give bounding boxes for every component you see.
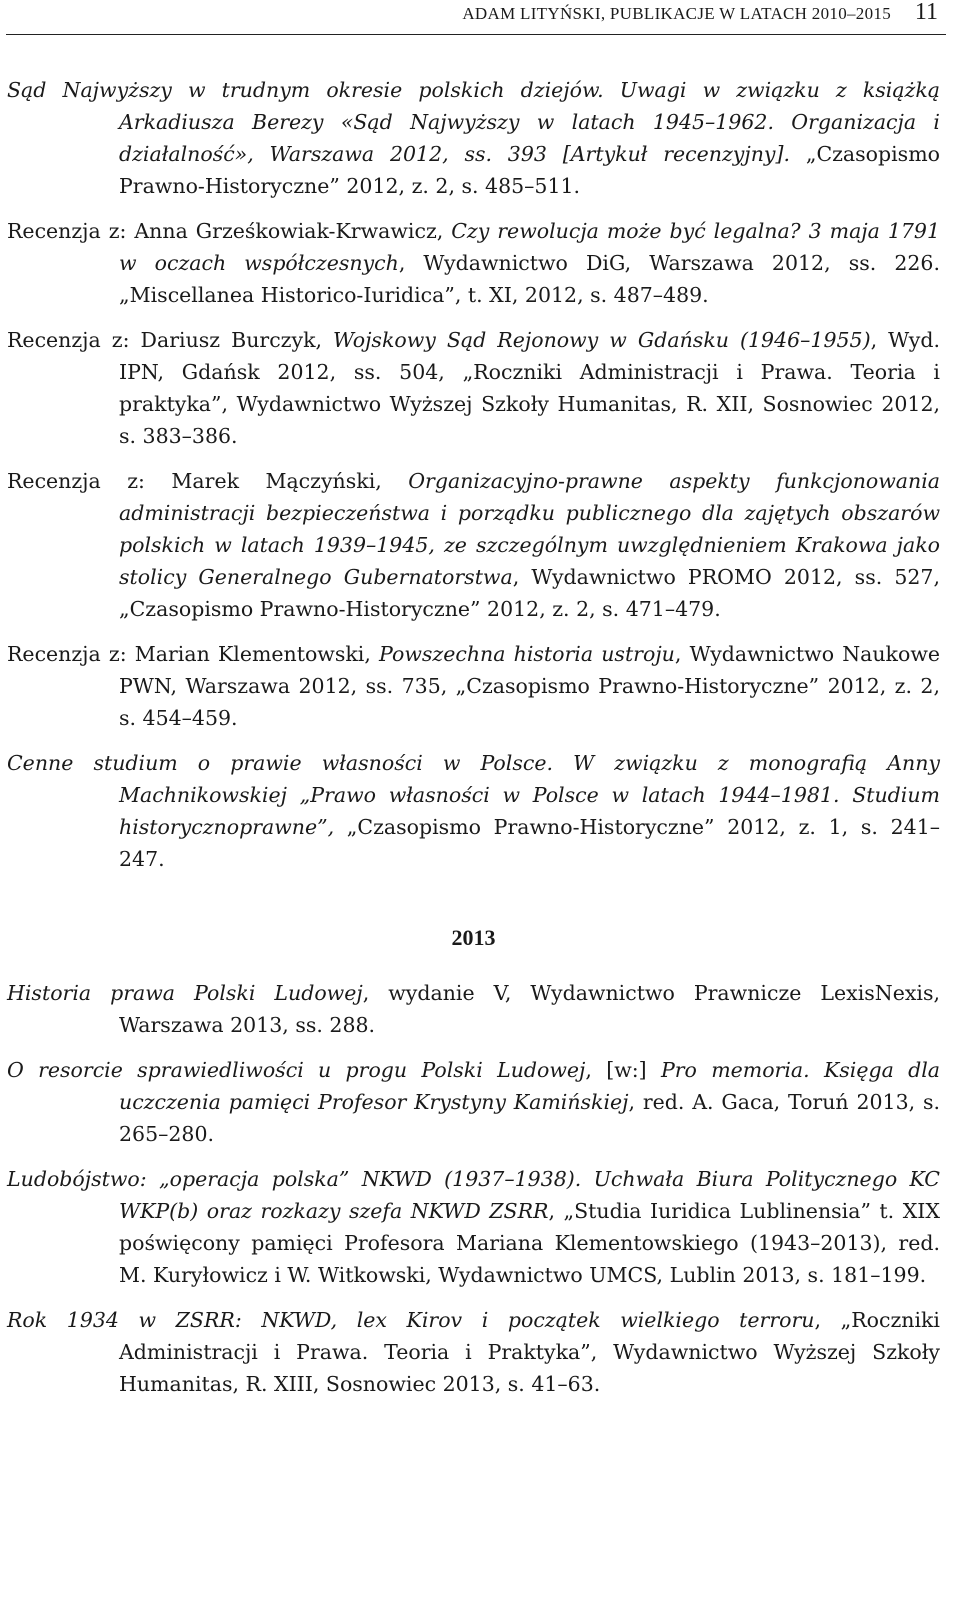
entry-details: „Czasopismo Prawno-Historyczne” 2012, z. 1, s. 241–247.: [119, 815, 940, 871]
page-number: 11: [914, 0, 938, 25]
entry-title: O resorcie sprawiedliwości u progu Polski Ludowej: [7, 1058, 586, 1082]
entry-details: , wydanie V, Wydawnictwo Prawnicze LexisNexis, Warszawa 2013, ss. 288.: [119, 981, 940, 1037]
bibliography-entry: [7, 1054, 940, 1150]
entry-details: , [w:]: [585, 1058, 661, 1082]
entry-title: Rok 1934 w ZSRR: NKWD, lex Kirov i początek wielkiego terroru: [7, 1308, 815, 1332]
entry-details: , Wydawnictwo PROMO 2012, ss. 527, „Czasopismo Prawno-Historyczne” 2012, z. 2, s. 471–479.: [119, 565, 940, 621]
year-heading: 2013: [451, 925, 496, 950]
bibliography-entry: [7, 977, 940, 1041]
entry-details: „Czasopismo Prawno-Historyczne” 2012, z. 2, s. 485–511.: [119, 142, 940, 198]
entry-prefix: Recenzja z: Anna Grześkowiak-Krwawicz,: [7, 219, 452, 243]
entry-details: , „Roczniki Administracji i Prawa. Teoria i Praktyka”, Wydawnictwo Wyższej Szkoły Humanitas, R. XIII, Sosnowiec 2013, s. 41–63.: [119, 1308, 940, 1396]
bibliography-entry: [7, 465, 940, 625]
entry-title: Sąd Najwyższy w trudnym okresie polskich dziejów. Uwagi w związku z książką Arkadiusza Berezy «Sąd Najwyższy w latach 1945–1962. Organizacja i działalność», Warszawa 2012, ss. 393 [Artykuł recenzyjny].: [7, 78, 940, 166]
entry-prefix: Recenzja z: Marek Mączyński,: [7, 469, 409, 493]
entry-title: Powszechna historia ustroju: [379, 642, 675, 666]
entry-title: Organizacyjno-prawne aspekty funkcjonowania administracji bezpieczeństwa i porządku publicznego dla zajętych obszarów polskich w latach 1939–1945, ze szczególnym uwzględnieniem Krakowa jako stolicy Generalnego Gubernatorstwa: [119, 469, 940, 589]
entry-title: Historia prawa Polski Ludowej: [7, 981, 363, 1005]
entry-book-title: Pro memoria. Księga dla uczczenia pamięci Profesor Krystyny Kamińskiej: [119, 1058, 941, 1114]
bibliography-entry: [7, 1304, 940, 1400]
entry-prefix: Recenzja z: Marian Klementowski,: [7, 642, 380, 666]
bibliography-list: [7, 74, 940, 1413]
entry-title: Wojskowy Sąd Rejonowy w Gdańsku (1946–1955): [333, 328, 871, 352]
bibliography-entry: [7, 1163, 940, 1291]
bibliography-entry: [7, 747, 940, 875]
entry-title: Cenne studium o prawie własności w Polsce. W związku z monografią Anny Machnikowskiej „Prawo własności w Polsce w latach 1944–1981. Studium historycznoprawne”,: [7, 751, 940, 839]
entry-prefix: Recenzja z: Dariusz Burczyk,: [7, 328, 334, 352]
running-title: ADAM LITYŃSKI, PUBLIKACJE W LATACH 2010–2015: [462, 4, 891, 23]
entry-title: Ludobójstwo: „operacja polska” NKWD (1937–1938). Uchwała Biura Politycznego KC WKP(b) oraz rozkazy szefa NKWD ZSRR: [7, 1167, 940, 1223]
bibliography-entry: [7, 638, 940, 734]
entry-title: Czy rewolucja może być legalna? 3 maja 1791 w oczach współczesnych: [119, 219, 940, 275]
entry-details: , Wyd. IPN, Gdańsk 2012, ss. 504, „Roczniki Administracji i Prawa. Teoria i praktyka”, Wydawnictwo Wyższej Szkoły Humanitas, R. XII, Sosnowiec 2012, s. 383–386.: [119, 328, 940, 448]
entry-details: , „Studia Iuridica Lublinensia” t. XIX poświęcony pamięci Profesora Mariana Klementowskiego (1943–2013), red. M. Kuryłowicz i W. Witkowski, Wydawnictwo UMCS, Lublin 2013, s. 181–199.: [119, 1199, 940, 1287]
entry-details: , Wydawnictwo Naukowe PWN, Warszawa 2012, ss. 735, „Czasopismo Prawno-Historyczne” 2012, z. 2, s. 454–459.: [119, 642, 940, 730]
entry-details: , red. A. Gaca, Toruń 2013, s. 265–280.: [119, 1090, 940, 1146]
bibliography-entry: [7, 215, 940, 311]
bibliography-entry: [7, 324, 940, 452]
bibliography-entry: [7, 74, 940, 202]
running-header: [6, 0, 946, 35]
entry-details: , Wydawnictwo DiG, Warszawa 2012, ss. 226. „Miscellanea Historico-Iuridica”, t. XI, 2012, s. 487–489.: [119, 251, 940, 307]
